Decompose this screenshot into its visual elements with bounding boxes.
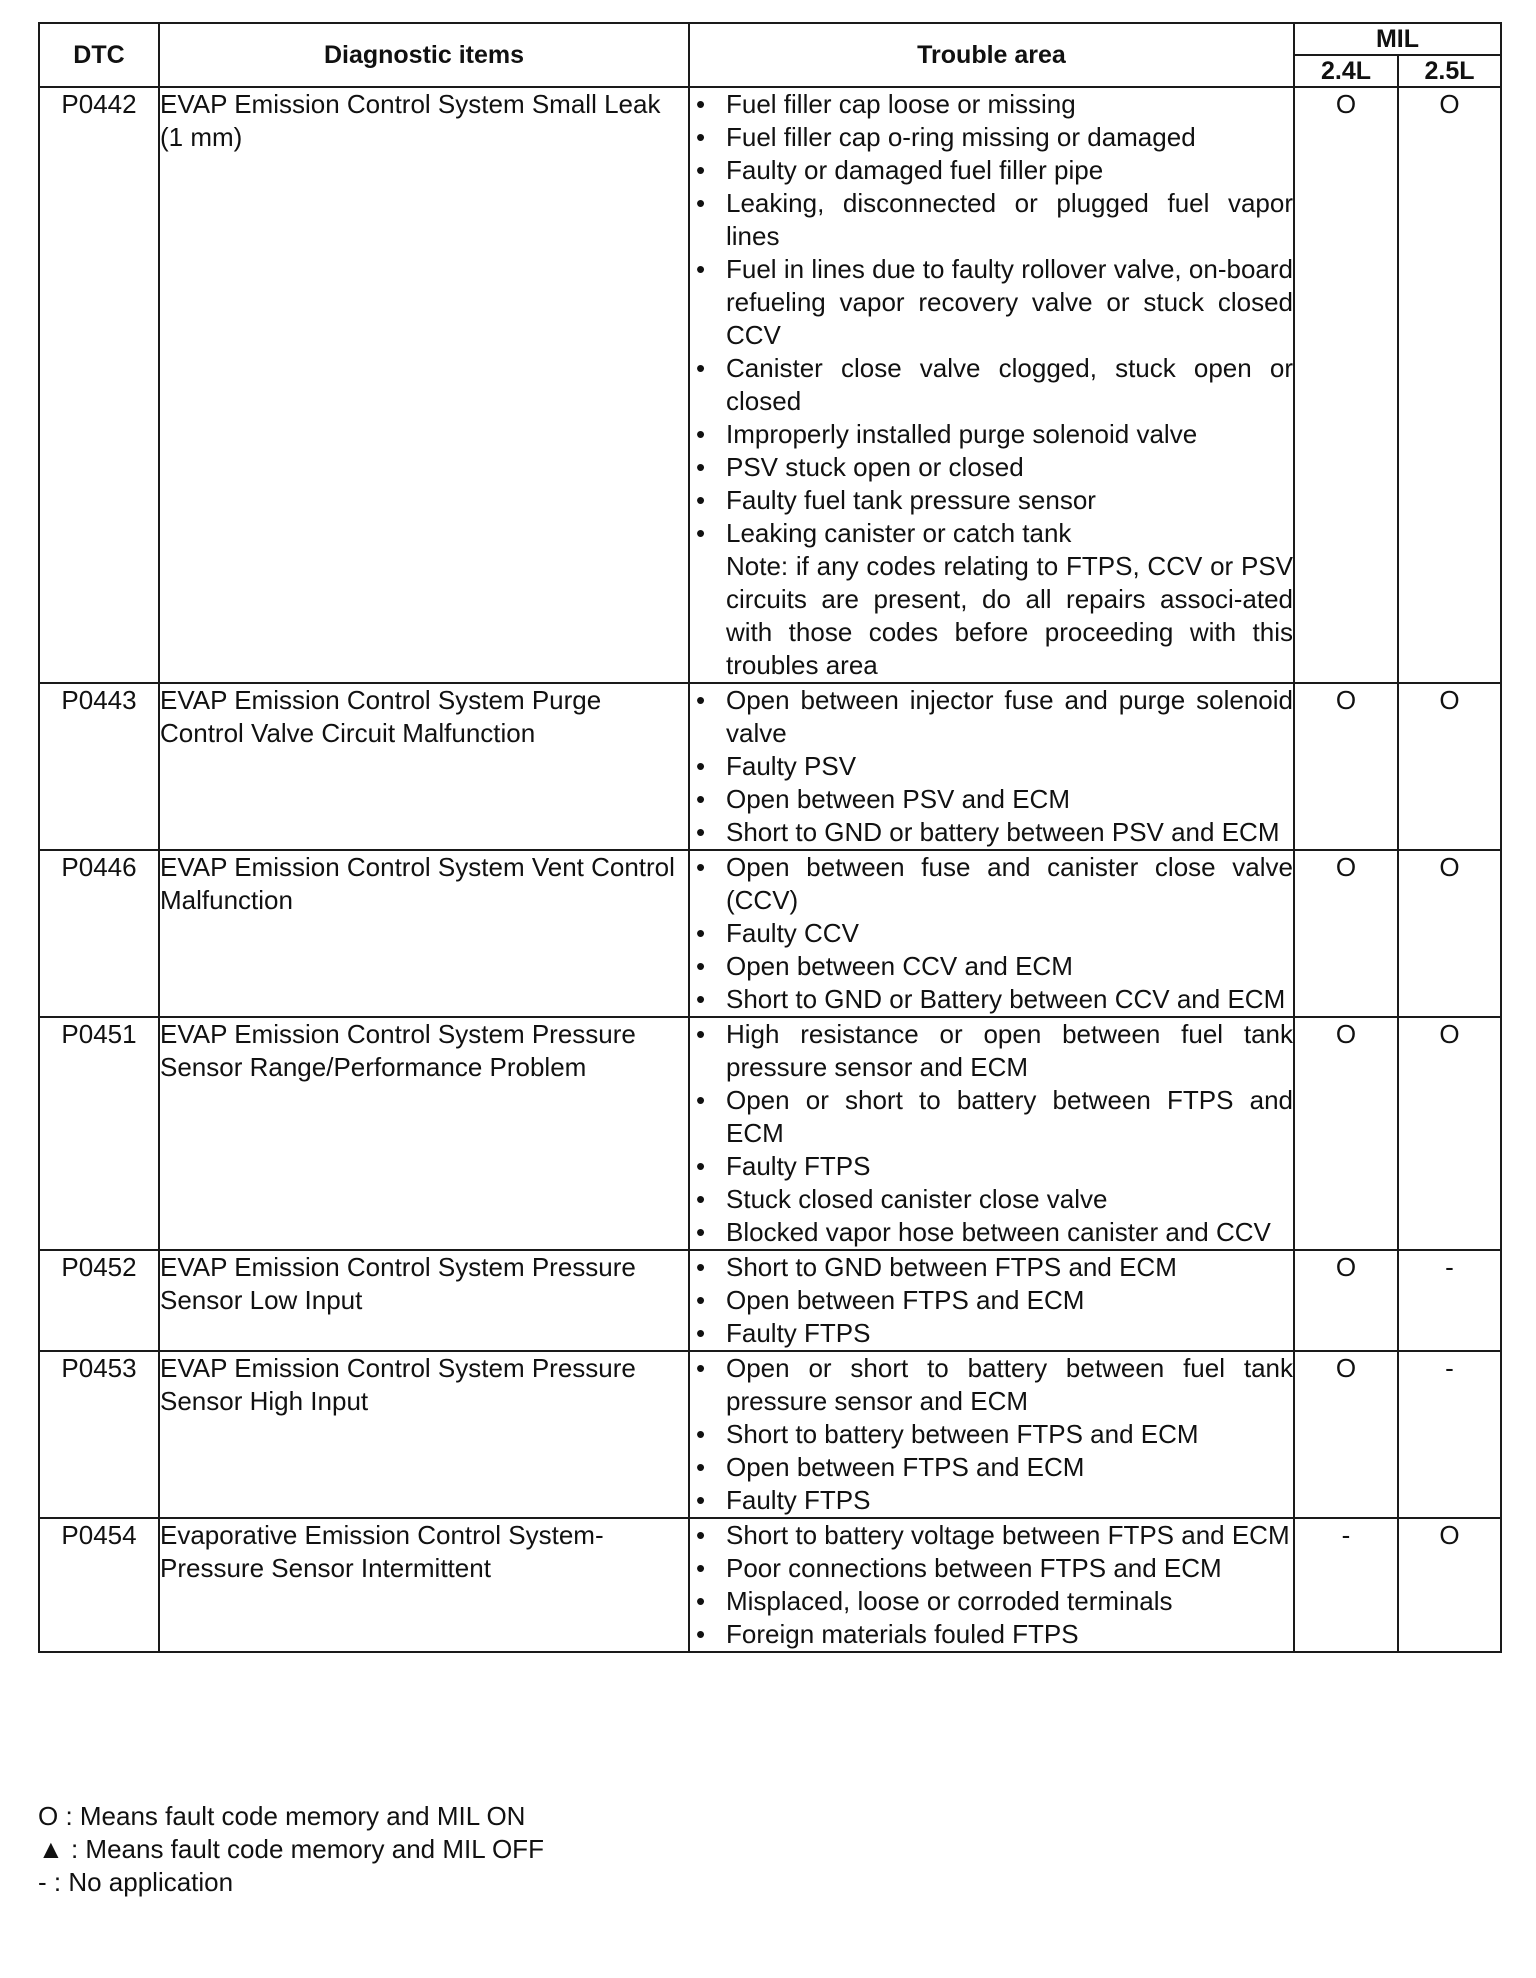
- trouble-cause: • Open or short to battery between fuel tank pressure sensor and ECM: [690, 1352, 1293, 1418]
- trouble-cause: • Fuel in lines due to faulty rollover valve, on-board refueling vapor recovery valve or stuck closed CCV: [690, 253, 1293, 352]
- trouble-cause: • Short to GND or Battery between CCV and ECM: [690, 983, 1293, 1016]
- trouble-area: [689, 683, 1294, 850]
- header-dtc: DTC: [39, 23, 159, 87]
- header-mil: MIL: [1294, 23, 1501, 55]
- trouble-cause: • Canister close valve clogged, stuck open or closed: [690, 352, 1293, 418]
- trouble-area: [689, 1250, 1294, 1351]
- mil-2-5l-status: -: [1398, 1351, 1501, 1518]
- diagnostic-item: EVAP Emission Control System Small Leak (1 mm): [159, 87, 689, 683]
- table-row: [39, 1518, 1501, 1652]
- header-diagnostic-items: Diagnostic items: [159, 23, 689, 87]
- trouble-area: [689, 850, 1294, 1017]
- legend: [38, 1800, 544, 1899]
- mil-2-4l-status: O: [1294, 683, 1398, 850]
- trouble-cause: • Misplaced, loose or corroded terminals: [690, 1585, 1293, 1618]
- trouble-cause: • Faulty fuel tank pressure sensor: [690, 484, 1293, 517]
- trouble-cause: • Faulty FTPS: [690, 1150, 1293, 1183]
- dtc-code: P0453: [39, 1351, 159, 1518]
- trouble-cause-list: [690, 1352, 1293, 1517]
- trouble-cause: • Faulty FTPS: [690, 1484, 1293, 1517]
- table-row: [39, 1017, 1501, 1250]
- trouble-cause: • Open or short to battery between FTPS and ECM: [690, 1084, 1293, 1150]
- trouble-cause: • Short to GND or battery between PSV and ECM: [690, 816, 1293, 849]
- trouble-cause: • Blocked vapor hose between canister and CCV: [690, 1216, 1293, 1249]
- trouble-cause: • Short to GND between FTPS and ECM: [690, 1251, 1293, 1284]
- mil-2-4l-status: O: [1294, 1351, 1398, 1518]
- trouble-cause: • Foreign materials fouled FTPS: [690, 1618, 1293, 1651]
- trouble-cause: • Fuel filler cap o-ring missing or damaged: [690, 121, 1293, 154]
- dtc-code: P0446: [39, 850, 159, 1017]
- diagnostic-item: EVAP Emission Control System Pressure Sensor Low Input: [159, 1250, 689, 1351]
- diagnostic-item: EVAP Emission Control System Pressure Sensor Range/Performance Problem: [159, 1017, 689, 1250]
- mil-2-4l-status: O: [1294, 850, 1398, 1017]
- mil-2-5l-status: O: [1398, 87, 1501, 683]
- dtc-table: [38, 22, 1502, 1653]
- trouble-cause: • Improperly installed purge solenoid valve: [690, 418, 1293, 451]
- table-row: [39, 850, 1501, 1017]
- trouble-area: [689, 87, 1294, 683]
- trouble-cause: • Faulty CCV: [690, 917, 1293, 950]
- trouble-cause: • Poor connections between FTPS and ECM: [690, 1552, 1293, 1585]
- mil-2-4l-status: O: [1294, 1017, 1398, 1250]
- header-mil-2-5l: 2.5L: [1398, 55, 1501, 87]
- table-row: [39, 1351, 1501, 1518]
- trouble-cause: • PSV stuck open or closed: [690, 451, 1293, 484]
- trouble-cause: • Faulty FTPS: [690, 1317, 1293, 1350]
- trouble-cause: • Leaking canister or catch tank: [690, 517, 1293, 550]
- trouble-cause: • Open between injector fuse and purge solenoid valve: [690, 684, 1293, 750]
- table-body: [39, 87, 1501, 1652]
- trouble-cause: • High resistance or open between fuel tank pressure sensor and ECM: [690, 1018, 1293, 1084]
- trouble-cause-list: [690, 851, 1293, 1016]
- diagnostic-item: EVAP Emission Control System Purge Control Valve Circuit Malfunction: [159, 683, 689, 850]
- trouble-cause-list: [690, 1018, 1293, 1249]
- trouble-cause: • Open between FTPS and ECM: [690, 1451, 1293, 1484]
- legend-mil-on: O : Means fault code memory and MIL ON: [38, 1801, 526, 1831]
- trouble-area: [689, 1351, 1294, 1518]
- diagnostic-item: EVAP Emission Control System Pressure Sensor High Input: [159, 1351, 689, 1518]
- trouble-cause: • Faulty PSV: [690, 750, 1293, 783]
- mil-2-5l-status: O: [1398, 683, 1501, 850]
- mil-2-5l-status: -: [1398, 1250, 1501, 1351]
- trouble-cause: • Fuel filler cap loose or missing: [690, 88, 1293, 121]
- trouble-cause: • Short to battery between FTPS and ECM: [690, 1418, 1293, 1451]
- header-mil-2-4l: 2.4L: [1294, 55, 1398, 87]
- trouble-cause: • Open between FTPS and ECM: [690, 1284, 1293, 1317]
- header-trouble-area: Trouble area: [689, 23, 1294, 87]
- trouble-cause-list: [690, 88, 1293, 550]
- table-row: [39, 1250, 1501, 1351]
- trouble-cause: • Faulty or damaged fuel filler pipe: [690, 154, 1293, 187]
- diagnostic-item: Evaporative Emission Control System-Pressure Sensor Intermittent: [159, 1518, 689, 1652]
- trouble-cause: • Leaking, disconnected or plugged fuel vapor lines: [690, 187, 1293, 253]
- mil-2-5l-status: O: [1398, 850, 1501, 1017]
- dtc-code: P0443: [39, 683, 159, 850]
- trouble-cause: • Short to battery voltage between FTPS and ECM: [690, 1519, 1293, 1552]
- trouble-cause: • Open between PSV and ECM: [690, 783, 1293, 816]
- mil-2-4l-status: -: [1294, 1518, 1398, 1652]
- dtc-code: P0454: [39, 1518, 159, 1652]
- table-row: [39, 683, 1501, 850]
- mil-2-4l-status: O: [1294, 87, 1398, 683]
- mil-2-5l-status: O: [1398, 1518, 1501, 1652]
- trouble-cause: • Open between CCV and ECM: [690, 950, 1293, 983]
- table-row: [39, 87, 1501, 683]
- trouble-cause-list: [690, 1251, 1293, 1350]
- mil-2-5l-status: O: [1398, 1017, 1501, 1250]
- dtc-code: P0451: [39, 1017, 159, 1250]
- dtc-code: P0442: [39, 87, 159, 683]
- legend-mil-off: ▲ : Means fault code memory and MIL OFF: [38, 1834, 544, 1864]
- trouble-cause-list: [690, 1519, 1293, 1651]
- trouble-cause-list: [690, 684, 1293, 849]
- diagnostic-item: EVAP Emission Control System Vent Control Malfunction: [159, 850, 689, 1017]
- trouble-note: Note: if any codes relating to FTPS, CCV or PSV circuits are present, do all repairs associ-ated with those codes before proceeding with this troubles area: [726, 551, 1293, 680]
- trouble-cause: • Stuck closed canister close valve: [690, 1183, 1293, 1216]
- trouble-area: [689, 1518, 1294, 1652]
- dtc-code: P0452: [39, 1250, 159, 1351]
- trouble-cause: • Open between fuse and canister close valve (CCV): [690, 851, 1293, 917]
- mil-2-4l-status: O: [1294, 1250, 1398, 1351]
- legend-no-application: - : No application: [38, 1867, 234, 1897]
- trouble-area: [689, 1017, 1294, 1250]
